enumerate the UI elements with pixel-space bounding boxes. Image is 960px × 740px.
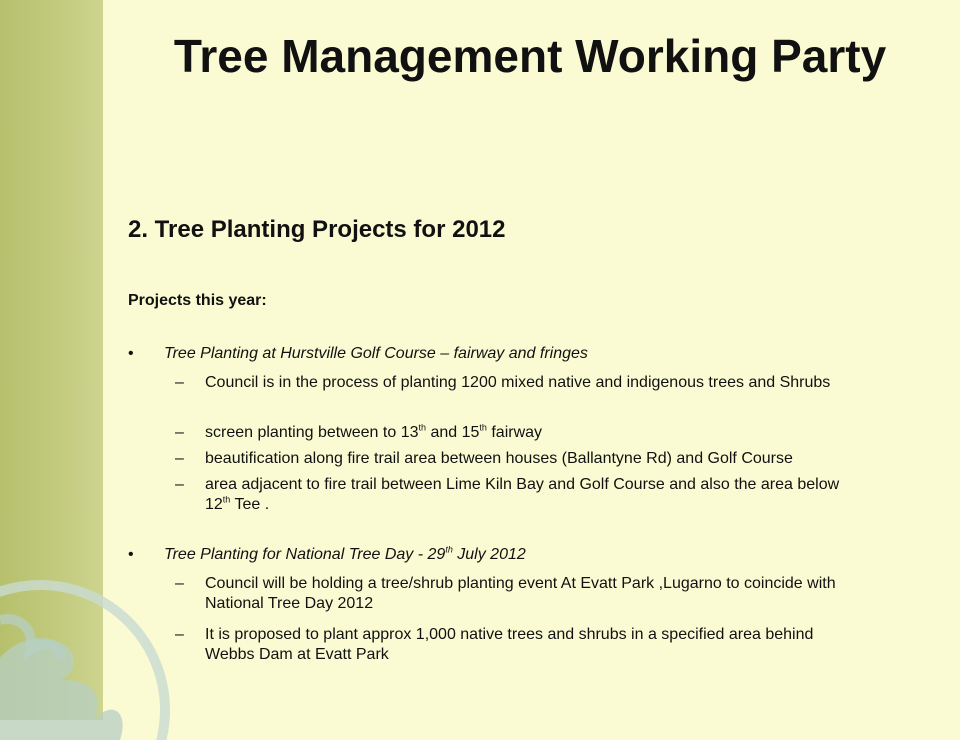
project-heading-text: Tree Planting for National Tree Day - 29th July 2012 [164,544,526,563]
dragon-logo-watermark [0,560,200,740]
project-heading-text: Tree Planting at Hurstville Golf Course – fairway and fringes [164,345,588,362]
list-item [175,574,865,614]
list-item [175,625,865,665]
section-heading: 2. Tree Planting Projects for 2012 [128,216,506,243]
page-title: Tree Management Working Party [173,30,887,82]
dash-icon: – [175,626,184,643]
dash-icon: – [175,575,184,592]
bullet-icon: • [128,546,134,563]
dash-icon: – [175,450,184,467]
list-item-text: area adjacent to fire trail between Lime Kiln Bay and Golf Course and also the area below 12th Tee . [205,476,840,513]
dash-icon: – [175,374,184,391]
list-item-text: beautification along fire trail area between houses (Ballantyne Rd) and Golf Course [205,450,793,467]
list-item [175,373,865,393]
list-item-text: Council will be holding a tree/shrub planting event At Evatt Park ,Lugarno to coincide with National Tree Day 2012 [205,575,836,612]
list-item-text: screen planting between to 13th and 15th fairway [205,422,543,441]
bullet-icon: • [128,345,134,362]
list-item-text: It is proposed to plant approx 1,000 native trees and shrubs in a specified area behind Webbs Dam at Evatt Park [205,626,814,663]
intro-label: Projects this year: [128,292,267,309]
list-item-text: Council is in the process of planting 1200 mixed native and indigenous trees and Shrubs [205,374,831,391]
list-item [175,423,865,443]
dash-icon: – [175,424,184,441]
list-item [175,475,865,515]
dash-icon: – [175,476,184,493]
list-item [175,449,865,469]
